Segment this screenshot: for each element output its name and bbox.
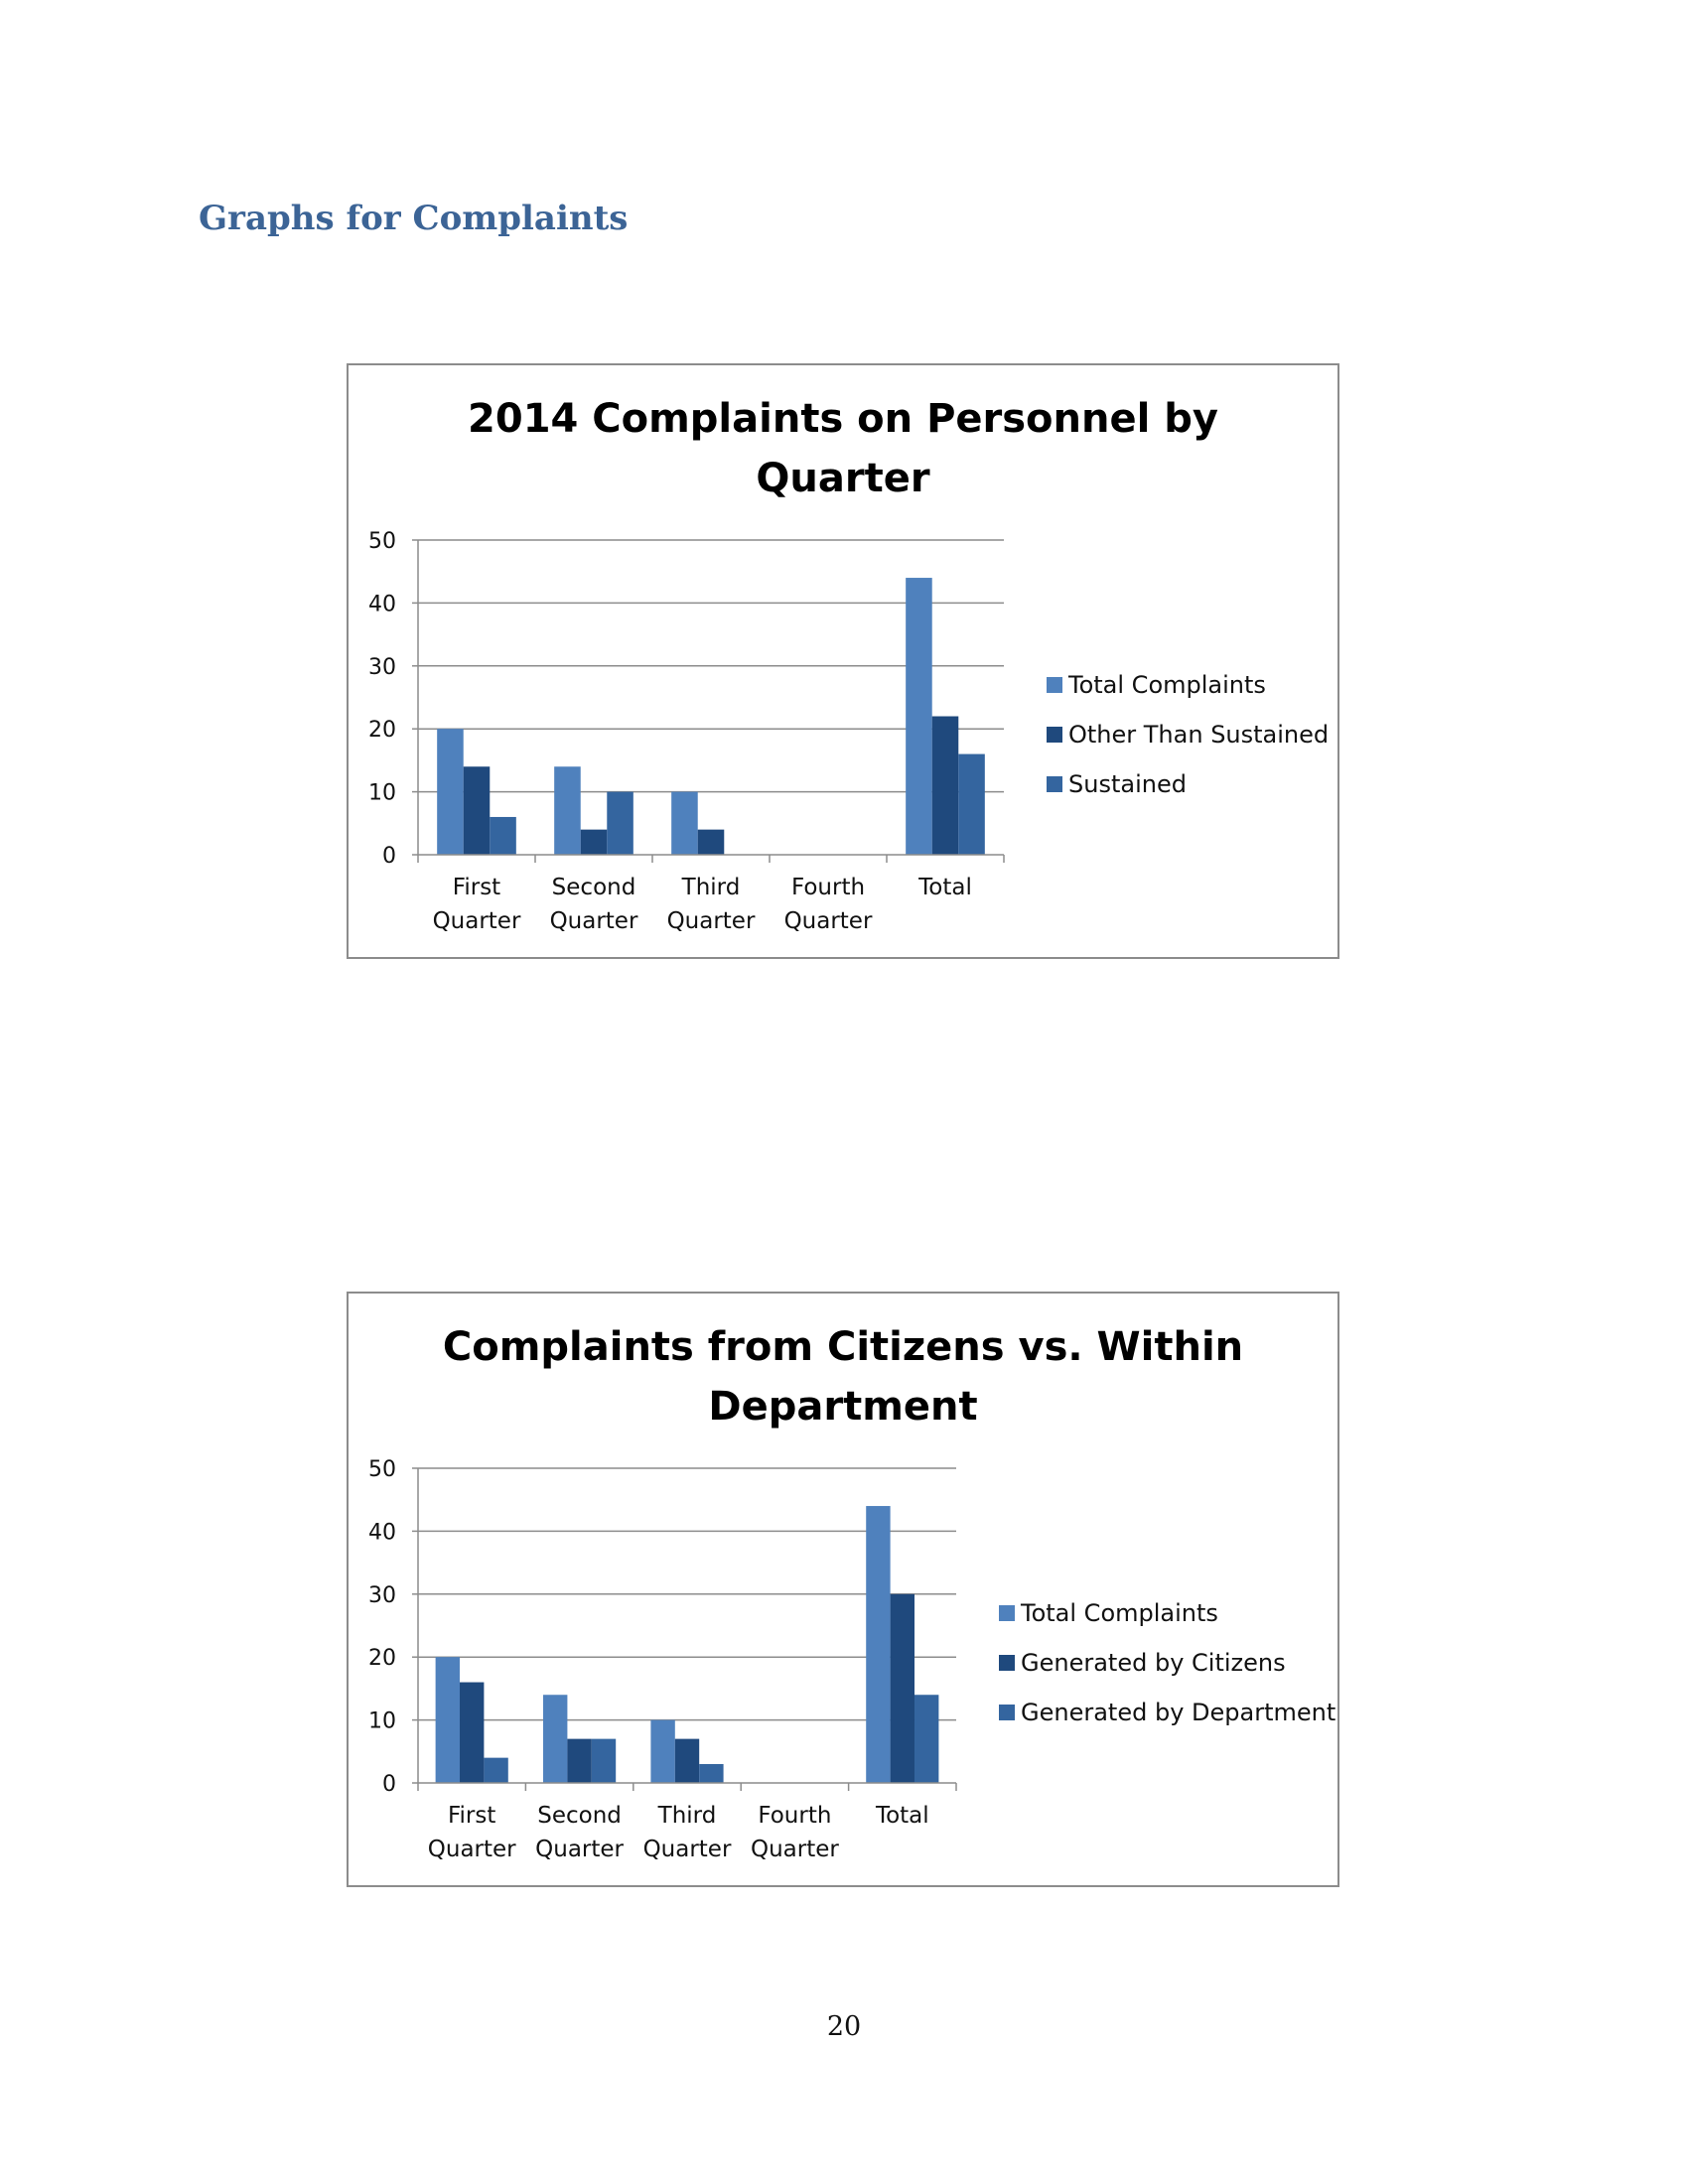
page-heading: Graphs for Complaints <box>199 199 629 238</box>
x-category-label: Quarter <box>750 1837 839 1862</box>
chart-title-line-1: 2014 Complaints on Personnel by <box>468 396 1218 442</box>
y-tick-label: 20 <box>368 1646 396 1672</box>
legend-swatch <box>999 1705 1015 1720</box>
legend-item <box>999 1588 1336 1638</box>
bar-other-than-sustained <box>581 830 608 855</box>
x-category-label: Total <box>918 875 972 900</box>
x-category-label: Total <box>875 1803 929 1829</box>
legend-swatch <box>999 1655 1015 1671</box>
legend-item <box>999 1638 1336 1688</box>
bar-total-complaints <box>543 1695 567 1783</box>
x-category-label: Second <box>551 875 636 900</box>
x-category-label: Fourth <box>790 875 866 900</box>
bar-other-than-sustained <box>464 766 491 855</box>
bar-sustained <box>490 817 516 855</box>
legend-label: Other Than Sustained <box>1068 721 1330 749</box>
y-tick-label: 30 <box>368 654 396 680</box>
bar-other-than-sustained <box>932 717 959 855</box>
y-tick-label: 0 <box>382 1772 396 1797</box>
x-category-label: Fourth <box>758 1803 832 1829</box>
y-tick-label: 30 <box>368 1582 396 1608</box>
legend-label: Generated by Citizens <box>1021 1649 1286 1677</box>
y-tick-label: 10 <box>368 1708 396 1734</box>
x-category-label: Quarter <box>535 1837 625 1862</box>
legend-item <box>1047 710 1329 759</box>
y-tick-label: 50 <box>368 1457 396 1482</box>
bar-generated-by-citizens <box>675 1739 699 1783</box>
bar-other-than-sustained <box>698 830 725 855</box>
y-tick-label: 10 <box>368 780 396 806</box>
y-tick-label: 20 <box>368 718 396 744</box>
bar-generated-by-citizens <box>460 1683 484 1783</box>
legend-item <box>999 1688 1336 1737</box>
legend-swatch <box>1047 677 1062 693</box>
legend-label: Total Complaints <box>1021 1599 1218 1627</box>
bar-total-complaints <box>866 1506 890 1783</box>
legend-swatch <box>1047 727 1062 743</box>
chart-title-line-2: Quarter <box>756 456 930 501</box>
bar-total-complaints <box>437 729 464 855</box>
legend-label: Generated by Department <box>1021 1699 1336 1726</box>
bar-sustained <box>958 754 985 855</box>
y-tick-label: 40 <box>368 592 396 617</box>
x-category-label: Quarter <box>642 1837 732 1862</box>
bar-generated-by-department <box>592 1739 616 1783</box>
bar-sustained <box>607 792 633 855</box>
bar-total-complaints <box>671 792 698 855</box>
legend-label: Sustained <box>1068 770 1187 798</box>
x-category-label: Quarter <box>783 908 873 934</box>
page-number: 20 <box>826 2011 862 2042</box>
bar-total-complaints <box>554 766 581 855</box>
legend-label: Total Complaints <box>1068 671 1266 699</box>
x-category-label: First <box>452 875 501 900</box>
y-tick-label: 50 <box>368 529 396 554</box>
chart-title-line-1: Complaints from Citizens vs. Within <box>442 1324 1244 1370</box>
bar-generated-by-department <box>484 1758 507 1783</box>
y-tick-label: 0 <box>382 844 396 869</box>
bar-total-complaints <box>650 1720 674 1783</box>
bar-total-complaints <box>906 578 932 855</box>
x-category-label: Quarter <box>432 908 521 934</box>
chart-title-line-2: Department <box>708 1384 978 1430</box>
x-category-label: Second <box>537 1803 622 1829</box>
bar-generated-by-citizens <box>891 1594 914 1783</box>
bar-generated-by-department <box>914 1695 938 1783</box>
x-category-label: Third <box>657 1803 717 1829</box>
bar-total-complaints <box>436 1657 460 1783</box>
x-category-label: Third <box>681 875 741 900</box>
x-category-label: First <box>447 1803 496 1829</box>
y-tick-label: 40 <box>368 1520 396 1546</box>
legend-item <box>1047 660 1329 710</box>
bar-generated-by-citizens <box>567 1739 591 1783</box>
citizens-vs-department-chart <box>347 1292 1339 1887</box>
x-category-label: Quarter <box>666 908 756 934</box>
chart-legend <box>999 1588 1336 1737</box>
bar-generated-by-department <box>699 1764 723 1783</box>
legend-swatch <box>999 1605 1015 1621</box>
x-category-label: Quarter <box>549 908 638 934</box>
legend-item <box>1047 759 1329 809</box>
x-category-label: Quarter <box>427 1837 516 1862</box>
complaints-by-quarter-chart <box>347 363 1339 959</box>
legend-swatch <box>1047 776 1062 792</box>
chart-legend <box>1047 660 1329 809</box>
